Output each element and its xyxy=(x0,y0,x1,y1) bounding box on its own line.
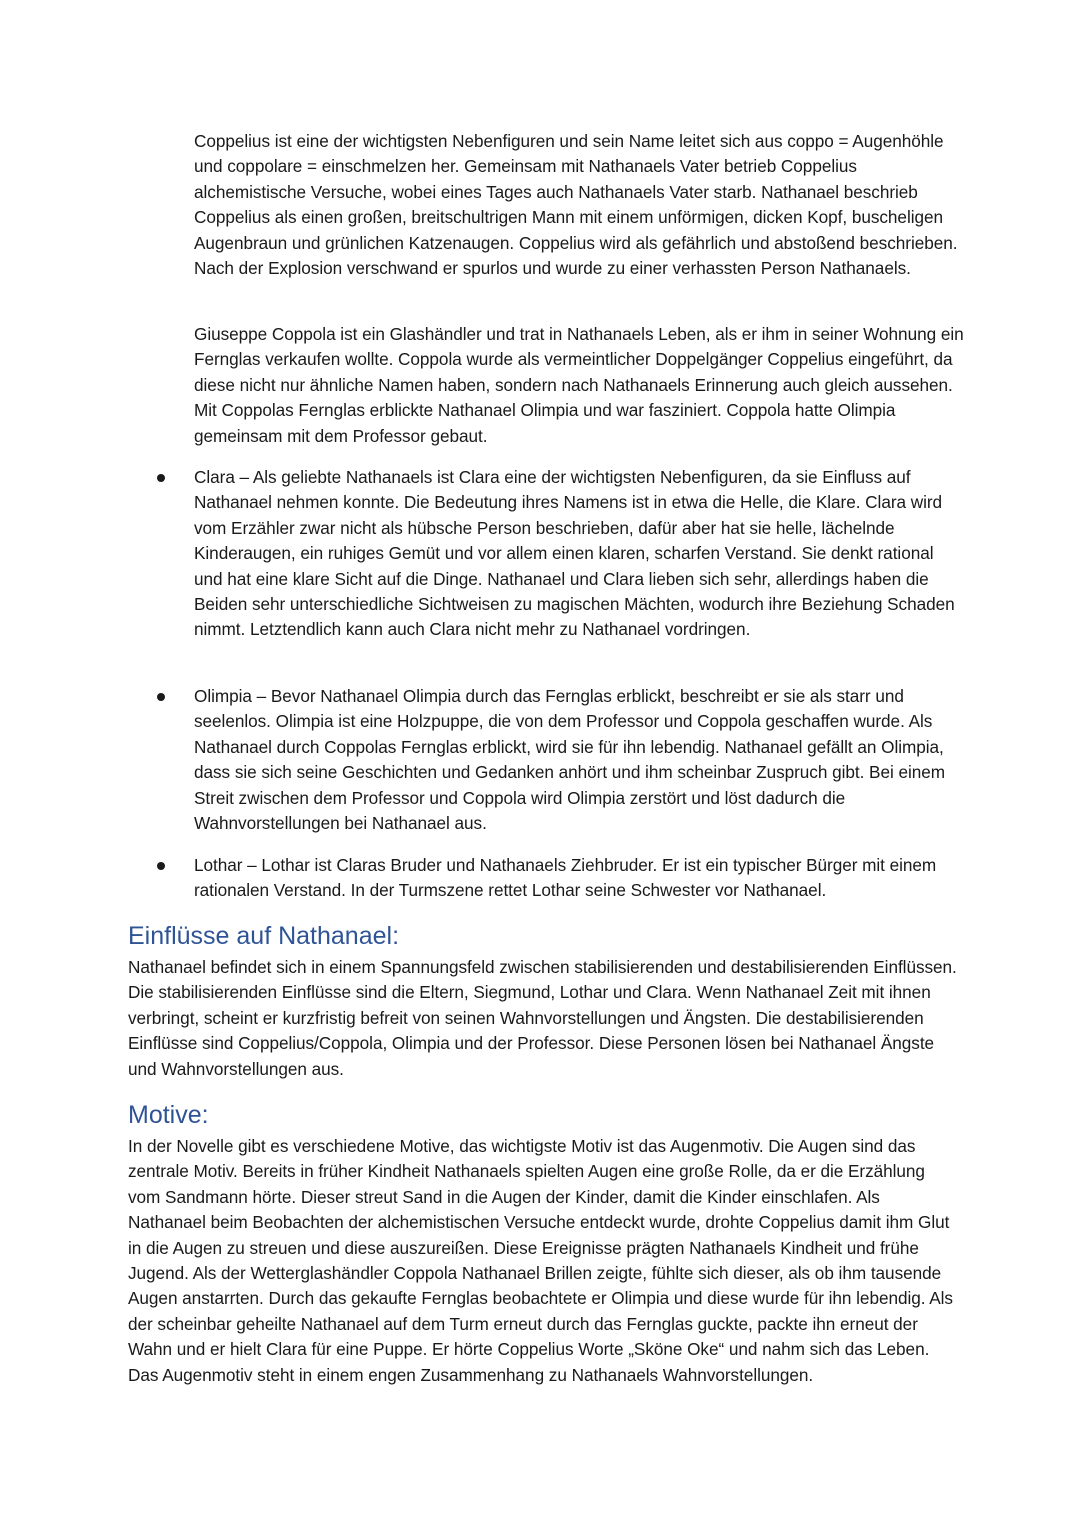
heading-motive: Motive: xyxy=(128,1101,209,1129)
heading-einfluesse: Einflüsse auf Nathanael: xyxy=(128,922,400,950)
einfluesse-paragraph: Nathanael befindet sich in einem Spannungsfeld zwischen stabilisierenden und destabilisierenden Einflüssen. Die stabilisierenden Einflüsse sind die Eltern, Siegmund, Lothar und Clara. Wenn Nathanael Zeit mit ihnen verbringt, scheint er kurzfristig befreit von seinen Wahnvorstellungen und Ängsten. Die destabilisierenden Einflüsse sind Coppelius/Coppola, Olimpia und der Professor. Diese Personen lösen bei Nathanael Ängste und Wahnvorstellungen aus. xyxy=(128,957,957,1079)
coppola-paragraph: Giuseppe Coppola ist ein Glashändler und trat in Nathanaels Leben, als er ihm in seiner Wohnung ein Fernglas verkaufen wollte. Coppola wurde als vermeintlicher Doppelgänger Coppelius eingeführt, da diese nicht nur ähnliche Namen haben, sondern nach Nathanaels Erinnerung auch gleich aussehen. Mit Coppolas Fernglas erblickte Nathanael Olimpia und war fasziniert. Coppola hatte Olimpia gemeinsam mit dem Professor gebaut. xyxy=(194,324,964,446)
coppelius-paragraph: Coppelius ist eine der wichtigsten Nebenfiguren und sein Name leitet sich aus coppo = Augenhöhle und coppolare = einschmelzen her. Gemeinsam mit Nathanaels Vater betrieb Coppelius alchemistische Versuche, wobei eines Tages auch Nathanaels Vater starb. Nathanael beschrieb Coppelius als einen großen, breitschultrigen Mann mit einem unförmigen, dicken Kopf, buscheligen Augenbraun und grünlichen Katzenaugen. Coppelius wird als gefährlich und abstoßend beschrieben. Nach der Explosion verschwand er spurlos und wurde zu einer verhassten Person Nathanaels. xyxy=(194,131,958,279)
bullet-clara: Clara – Als geliebte Nathanaels ist Clara eine der wichtigsten Nebenfiguren, da sie Einfluss auf Nathanael nehmen konnte. Die Bedeutung ihres Namens ist in etwa die Helle, die Klare. Clara wird vom Erzähler zwar nicht als hübsche Person beschrieben, dafür aber hat sie helle, lächelnde Kinderaugen, ein ruhiges Gemüt und vor allem einen klaren, scharfen Verstand. Sie denkt rational und hat eine klare Sicht auf die Dinge. Nathanael und Clara lieben sich sehr, allerdings haben die Beiden sehr unterschiedliche Sichtweisen zu magischen Mächten, wodurch ihre Beziehung Schaden nimmt. Letztendlich kann auch Clara nicht mehr zu Nathanael vordringen. xyxy=(194,467,955,640)
bullet-olimpia: Olimpia – Bevor Nathanael Olimpia durch das Fernglas erblickt, beschreibt er sie als starr und seelenlos. Olimpia ist eine Holzpuppe, die von dem Professor und Coppola geschaffen wurde. Als Nathanael durch Coppolas Fernglas erblickt, wird sie für ihn lebendig. Nathanael gefällt an Olimpia, dass sie sich seine Geschichten und Gedanken anhört und ihm scheinbar Zuspruch gibt. Bei einem Streit zwischen dem Professor und Coppola wird Olimpia zerstört und löst dadurch die Wahnvorstellungen bei Nathanael aus. xyxy=(194,686,946,834)
bullet-marker xyxy=(157,862,165,870)
bullet-marker xyxy=(157,693,165,701)
bullet-marker xyxy=(157,474,165,482)
bullet-lothar: Lothar – Lothar ist Claras Bruder und Nathanaels Ziehbruder. Er ist ein typischer Bürger mit einem rationalen Verstand. In der Turmszene rettet Lothar seine Schwester vor Nathanael. xyxy=(194,855,937,901)
motive-paragraph: In der Novelle gibt es verschiedene Motive, das wichtigste Motiv ist das Augenmotiv. Die Augen sind das zentrale Motiv. Bereits in früher Kindheit Nathanaels spielten Augen eine große Rolle, da er die Erzählung vom Sandmann hörte. Dieser streut Sand in die Augen der Kinder, damit die Kinder einschlafen. Als Nathanael beim Beobachten der alchemistischen Versuche entdeckt wurde, drohte Coppelius damit ihm Glut in die Augen zu streuen und diese auszureißen. Diese Ereignisse prägten Nathanaels Kindheit und frühe Jugend. Als der Wetterglashändler Coppola Nathanael Brillen zeigte, fühlte sich dieser, als ob ihm tausende Augen anstarrten. Durch das gekaufte Fernglas beobachtete er Olimpia und diese wurde für ihn lebendig. Als der scheinbar geheilte Nathanael auf dem Turm erneut durch das Fernglas guckte, packte ihn erneut der Wahn und er hielt Clara für eine Puppe. Er hörte Coppelius Worte „Sköne Oke“ und nahm sich das Leben. Das Augenmotiv steht in einem engen Zusammenhang zu Nathanaels Wahnvorstellungen. xyxy=(128,1136,953,1385)
